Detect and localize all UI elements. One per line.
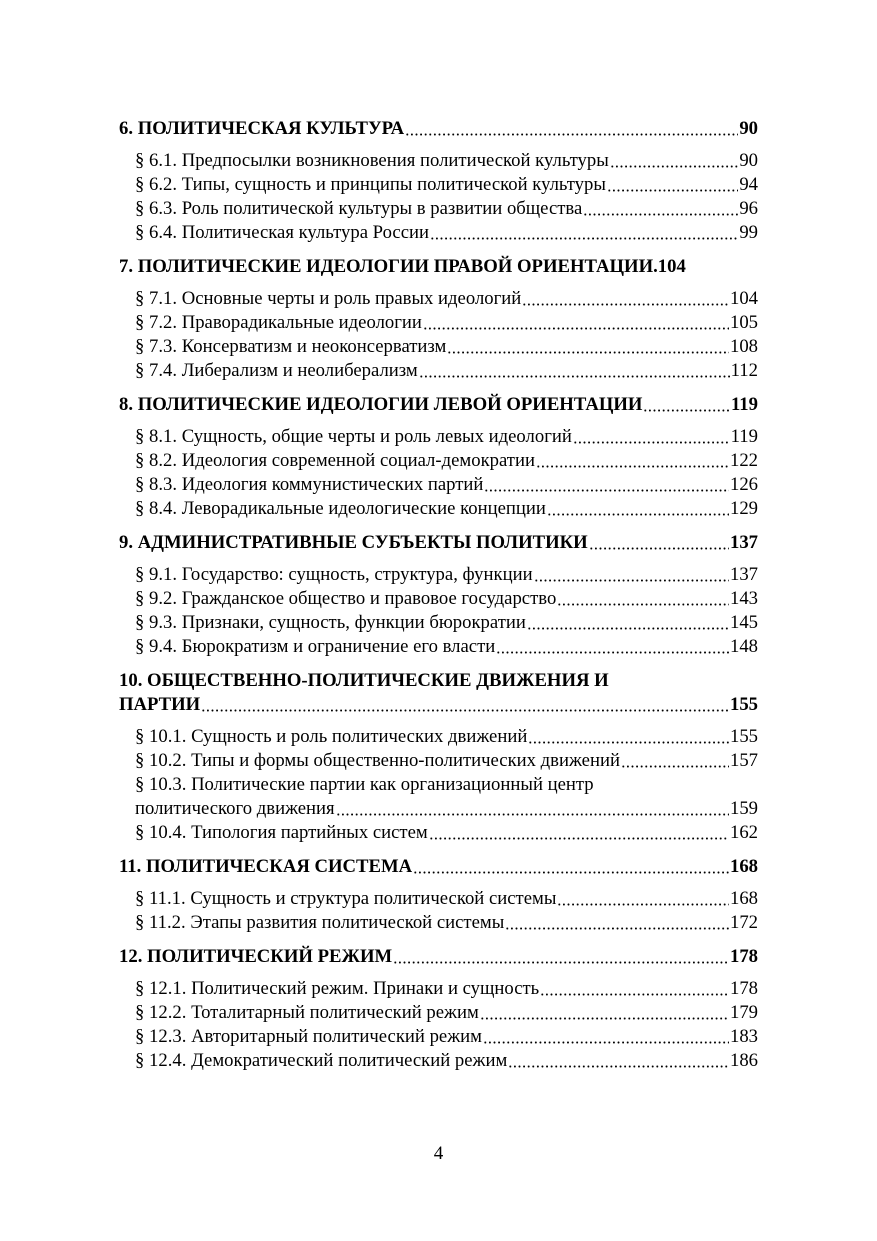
section-page: 148 [729,636,758,657]
section-page: 178 [729,978,758,999]
section-page: 90 [739,150,758,171]
chapter-title: 6. ПОЛИТИЧЕСКАЯ КУЛЬТУРА [119,118,405,139]
dot-leader [573,441,730,444]
section-entry[interactable] [119,149,758,173]
dot-leader [413,871,729,874]
dot-leader [557,903,729,906]
chapter-title-line1: 10. ОБЩЕСТВЕННО-ПОЛИТИЧЕСКИЕ ДВИЖЕНИЯ И [119,670,609,691]
section-entry[interactable] [119,977,758,1001]
section-entry[interactable] [119,911,758,935]
dot-leader [480,1017,729,1020]
dot-leader [557,603,729,606]
chapter-heading[interactable] [119,669,758,717]
dot-leader [419,375,730,378]
section-title: § 9.3. Признаки, сущность, функции бюрократии [135,612,526,633]
section-entry[interactable] [119,449,758,473]
section-entry[interactable] [119,635,758,659]
dot-leader [528,741,729,744]
dot-leader [429,837,729,840]
chapter-7 [119,255,758,383]
section-entry[interactable] [119,473,758,497]
section-page: 159 [729,798,758,819]
dot-leader [484,489,729,492]
section-page: 108 [729,336,758,357]
chapter-page: 137 [729,532,758,553]
section-title: § 7.3. Консерватизм и неоконсерватизм [135,336,447,357]
section-title: § 10.2. Типы и формы общественно-политических движений [135,750,620,771]
dot-leader [423,327,729,330]
section-page: 157 [729,750,758,771]
section-page: 104 [729,288,758,309]
dot-leader [522,303,729,306]
dot-leader [505,927,729,930]
section-title: § 8.4. Леворадикальные идеологические концепции [135,498,546,519]
chapter-title: 8. ПОЛИТИЧЕСКИЕ ИДЕОЛОГИИ ЛЕВОЙ ОРИЕНТАЦИИ [119,394,643,415]
dot-leader [547,513,729,516]
section-title: § 11.2. Этапы развития политической системы [135,912,505,933]
chapter-6 [119,117,758,245]
section-title: § 8.1. Сущность, общие черты и роль левых идеологий [135,426,572,447]
dot-leader [483,1041,729,1044]
section-title: § 6.2. Типы, сущность и принципы политической культуры [135,174,606,195]
dot-leader [643,409,730,412]
dot-leader [447,351,729,354]
dot-leader [393,961,729,964]
chapter-heading[interactable] [119,945,758,969]
section-page: 179 [729,1002,758,1023]
section-title-line1: § 10.3. Политические партии как организационный центр [135,774,594,795]
section-title: § 9.2. Гражданское общество и правовое государство [135,588,557,609]
section-page: 183 [729,1026,758,1047]
chapter-heading[interactable] [119,117,758,141]
dot-leader [583,213,738,216]
section-title: § 8.2. Идеология современной социал-демократии [135,450,535,471]
chapter-title: 9. АДМИНИСТРАТИВНЫЕ СУБЪЕКТЫ ПОЛИТИКИ [119,532,588,553]
section-title: § 12.3. Авторитарный политический режим [135,1026,482,1047]
section-title: § 12.1. Политический режим. Принаки и сущность [135,978,540,999]
section-title: § 10.1. Сущность и роль политических движений [135,726,528,747]
chapter-page: 155 [729,694,758,715]
chapter-11 [119,855,758,935]
section-entry[interactable] [119,773,758,821]
section-page: 122 [729,450,758,471]
section-title: § 6.1. Предпосылки возникновения политической культуры [135,150,609,171]
chapter-page: 178 [729,946,758,967]
dot-leader [536,465,729,468]
dot-leader [430,237,738,240]
section-entry[interactable] [119,1001,758,1025]
section-title: § 7.4. Либерализм и неолиберализм [135,360,418,381]
section-entry[interactable] [119,197,758,221]
section-entry[interactable] [119,749,758,773]
chapter-heading[interactable] [119,531,758,555]
section-entry[interactable] [119,587,758,611]
section-entry[interactable] [119,425,758,449]
section-page: 145 [729,612,758,633]
section-entry[interactable] [119,563,758,587]
section-page: 99 [739,222,758,243]
section-page: 162 [729,822,758,843]
section-page: 112 [730,360,758,381]
section-entry[interactable] [119,725,758,749]
section-page: 137 [729,564,758,585]
chapter-10 [119,669,758,845]
chapter-page: 119 [731,394,758,415]
section-entry[interactable] [119,887,758,911]
section-page: 119 [730,426,758,447]
dot-leader [508,1065,729,1068]
section-entry[interactable] [119,1049,758,1073]
section-entry[interactable] [119,173,758,197]
chapter-page: 168 [729,856,758,877]
section-entry[interactable] [119,497,758,521]
chapter-heading[interactable] [119,855,758,879]
section-title: § 9.4. Бюрократизм и ограничение его власти [135,636,496,657]
section-page: 186 [729,1050,758,1071]
section-title: § 6.4. Политическая культура России [135,222,429,243]
section-entry[interactable] [119,311,758,335]
section-title: § 6.3. Роль политической культуры в развитии общества [135,198,583,219]
dot-leader [527,627,729,630]
chapter-page: 104 [657,256,686,277]
dot-leader [540,993,729,996]
chapter-title-line2: ПАРТИИ [119,694,201,715]
section-entry[interactable] [119,1025,758,1049]
chapter-8 [119,393,758,521]
dot-leader [496,651,729,654]
dot-leader [336,813,729,816]
table-of-contents [119,117,758,1081]
section-title: § 9.1. Государство: сущность, структура, функции [135,564,533,585]
chapter-9 [119,531,758,659]
chapter-title: 12. ПОЛИТИЧЕСКИЙ РЕЖИМ [119,946,393,967]
section-page: 94 [739,174,758,195]
section-page: 126 [729,474,758,495]
section-title: § 10.4. Типология партийных систем [135,822,428,843]
section-title: § 12.2. Тоталитарный политический режим [135,1002,479,1023]
section-page: 155 [729,726,758,747]
section-title-line2: политического движения [135,798,335,819]
section-page: 129 [729,498,758,519]
section-entry[interactable] [119,611,758,635]
section-title: § 7.2. Праворадикальные идеологии [135,312,422,333]
section-page: 96 [739,198,758,219]
section-page: 172 [729,912,758,933]
section-title: § 7.1. Основные черты и роль правых идеологий [135,288,522,309]
section-title: § 11.1. Сущность и структура политической системы [135,888,557,909]
section-entry[interactable] [119,287,758,311]
section-page: 105 [729,312,758,333]
chapter-12 [119,945,758,1073]
section-entry[interactable] [119,359,758,383]
dot-leader [201,709,729,712]
chapter-heading[interactable] [119,393,758,417]
section-entry[interactable] [119,335,758,359]
section-page: 143 [729,588,758,609]
section-page: 168 [729,888,758,909]
dot-leader [621,765,729,768]
dot-leader [589,547,729,550]
dot-leader [607,189,738,192]
chapter-title: 11. ПОЛИТИЧЕСКАЯ СИСТЕМА [119,856,413,877]
dot-leader [534,579,729,582]
page-number: 4 [433,1143,444,1164]
section-entry[interactable] [119,221,758,245]
section-entry[interactable] [119,821,758,845]
section-title: § 12.4. Демократический политический режим [135,1050,508,1071]
dot-leader [610,165,739,168]
section-title: § 8.3. Идеология коммунистических партий [135,474,484,495]
chapter-heading[interactable] [119,255,758,279]
chapter-page: 90 [739,118,758,139]
dot-leader [405,133,738,136]
chapter-title: 7. ПОЛИТИЧЕСКИЕ ИДЕОЛОГИИ ПРАВОЙ ОРИЕНТАЦИИ. [119,256,658,277]
